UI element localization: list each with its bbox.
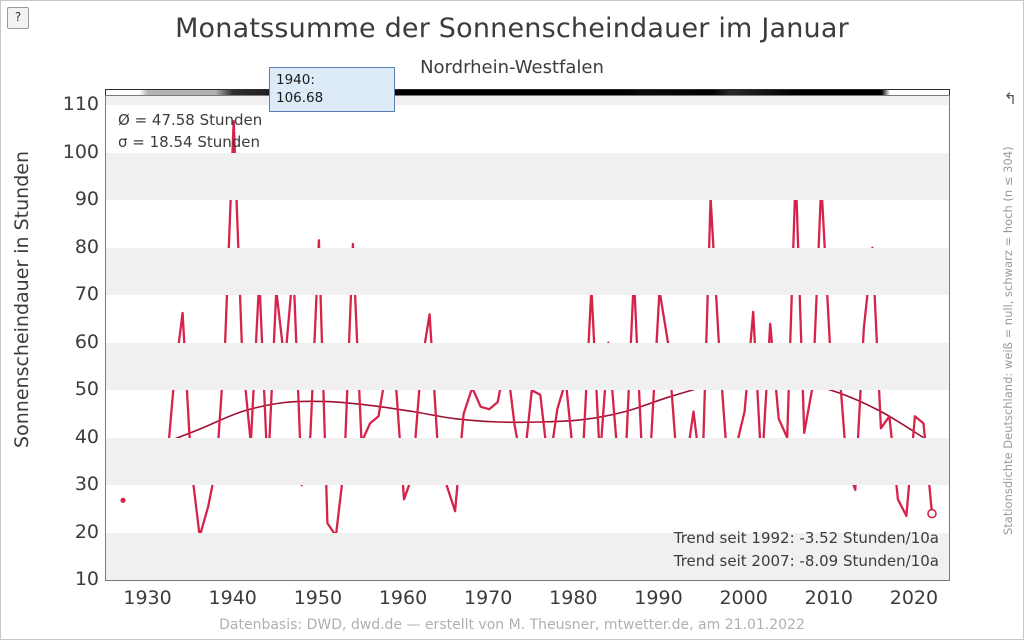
trend-1992: Trend seit 1992: -3.52 Stunden/10a [673,529,939,547]
x-tick-label: 1990 [634,587,683,609]
plot-band [106,438,949,485]
station-density-caption: Stationsdichte Deutschland: weiß = null, schwarz = hoch (n ≤ 304) [1001,146,1015,536]
page-subtitle: Nordrhein-Westfalen [420,57,604,78]
sigma-value: σ = 18.54 Stunden [118,132,260,151]
y-tick-label: 30 [74,473,99,496]
x-tick-label: 1980 [549,587,598,609]
y-tick-label: 90 [74,188,99,211]
plot-band [106,153,949,200]
plot-band [106,343,949,390]
last-data-point-marker [928,510,936,518]
y-tick-label: 20 [74,520,99,543]
x-tick-label: 1930 [123,587,172,609]
y-tick-label: 100 [62,140,99,163]
tooltip-year: 1940: [276,72,315,88]
y-tick-label: 10 [74,568,99,590]
tooltip-value: 106.68 [276,89,324,106]
y-axis-label: Sonnenscheindauer in Stunden [11,151,33,448]
y-tick-label: 60 [74,330,99,353]
y-tick-label: 40 [74,425,99,448]
first-data-point [120,498,125,503]
footer-credit: Datenbasis: DWD, dwd.de — erstellt von M. Theusner, mtwetter.de, am 21.01.2022 [219,617,805,633]
trend-box [674,527,939,572]
x-tick-label: 1970 [463,587,513,609]
y-tick-label: 70 [74,283,99,306]
x-tick-label: 2020 [889,587,939,609]
plot-band [106,95,949,105]
x-axis-ticks [105,587,950,613]
plot-band [106,248,949,295]
help-button[interactable]: ? [7,7,29,29]
x-tick-label: 1960 [378,587,428,609]
x-tick-label: 2010 [804,587,853,609]
y-tick-label: 110 [62,93,99,116]
y-tick-label: 50 [74,378,99,401]
trend-2007: Trend seit 2007: -8.09 Stunden/10a [673,551,939,570]
statistics-box [118,110,262,154]
back-arrow-icon[interactable]: ↰ [1003,89,1017,108]
data-tooltip [269,67,395,112]
y-axis-ticks [43,93,99,590]
mean-value: Ø = 47.58 Stunden [118,111,263,129]
x-tick-label: 2000 [719,587,768,609]
x-tick-label: 1940 [208,587,257,609]
y-tick-label: 80 [74,235,99,258]
x-tick-label: 1950 [293,587,343,609]
plot-area[interactable] [105,95,950,581]
page-title: Monatssumme der Sonnenscheindauer im Januar [175,13,849,44]
